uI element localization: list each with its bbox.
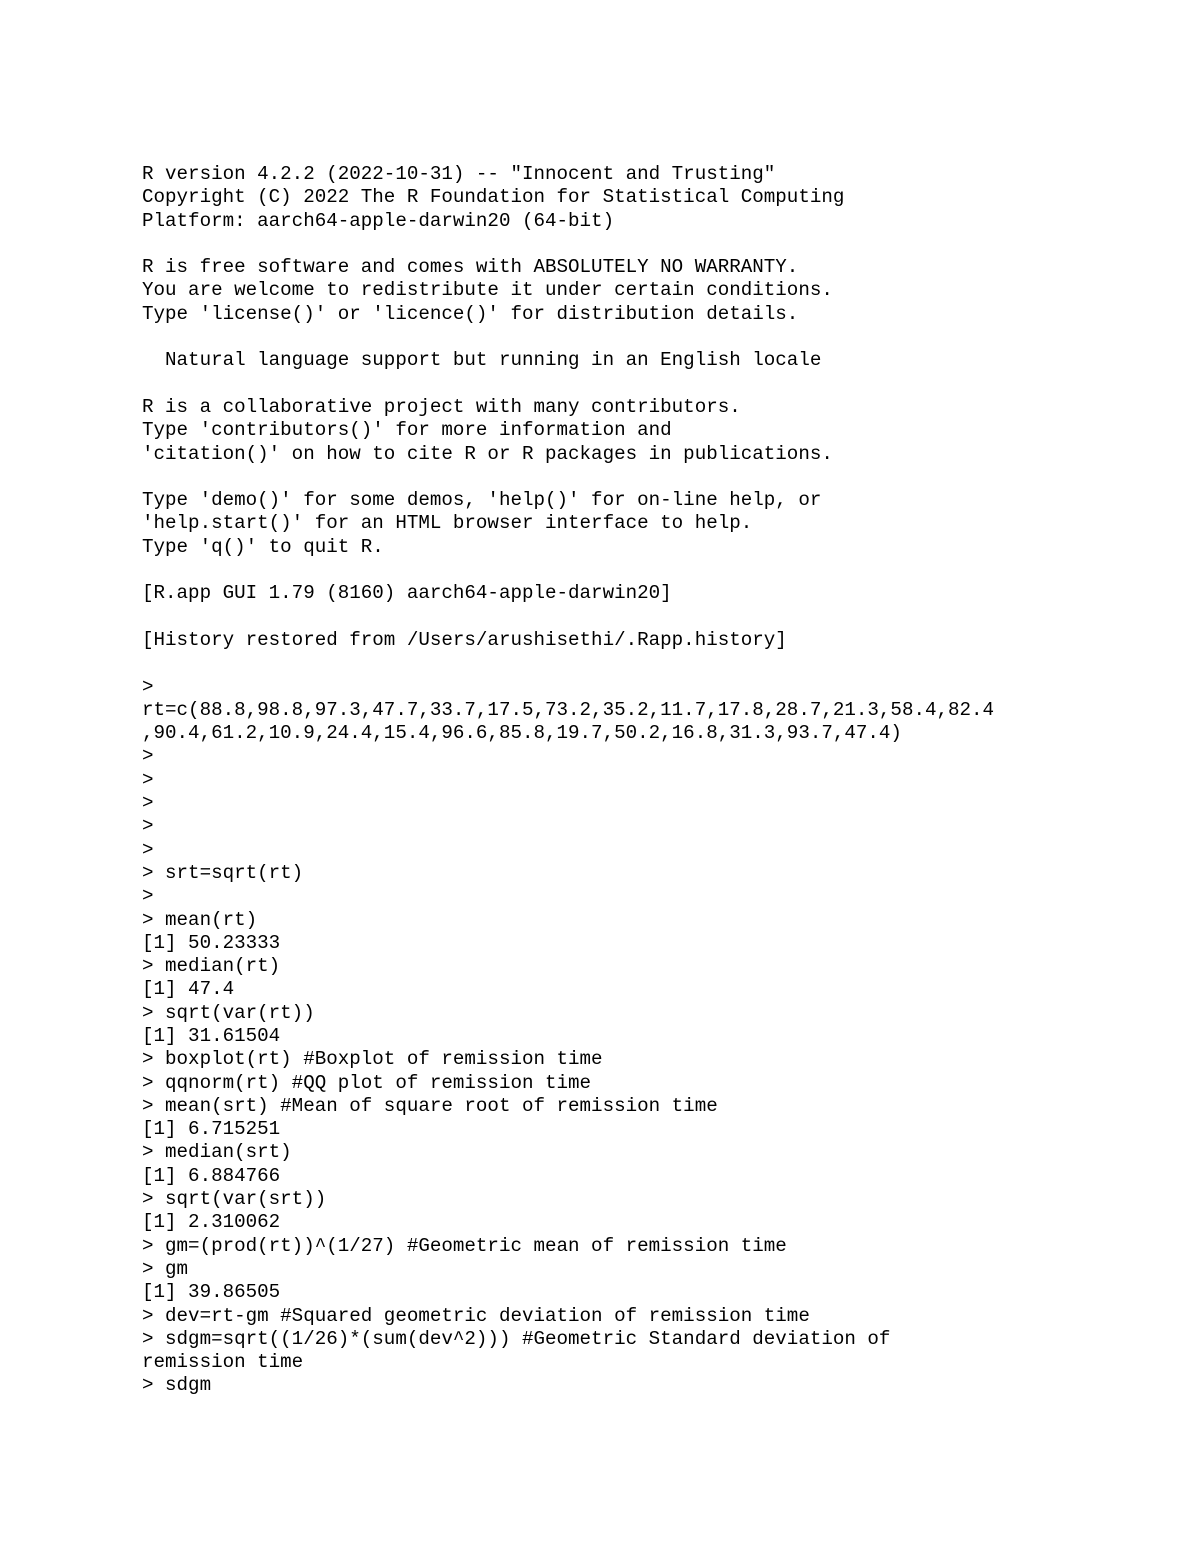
console-prompt-line: > gm — [142, 1257, 189, 1280]
console-prompt-line: > qqnorm(rt) #QQ plot of remission time — [142, 1071, 592, 1094]
console-output-line: [1] 39.86505 — [142, 1281, 281, 1304]
console-prompt-line: > boxplot(rt) #Boxplot of remission time — [142, 1048, 603, 1071]
console-blank-line — [142, 466, 994, 489]
console-blank-line — [142, 233, 994, 256]
console-prompt-line: > sqrt(var(rt)) — [142, 1001, 315, 1024]
console-line: You are welcome to redistribute it under certain conditions. — [142, 279, 833, 302]
console-line: 'citation()' on how to cite R or R packages in publications. — [142, 442, 833, 465]
console-output-line: [1] 6.715251 — [142, 1118, 281, 1141]
console-line: 'help.start()' for an HTML browser interface to help. — [142, 512, 753, 535]
console-line: Type 'license()' or 'licence()' for distribution details. — [142, 302, 799, 325]
console-blank-line — [142, 559, 994, 582]
console-blank-line — [142, 606, 994, 629]
console-prompt-line: > — [142, 815, 154, 838]
console-prompt-line: > sdgm — [142, 1374, 212, 1397]
console-output-line: [1] 50.23333 — [142, 931, 281, 954]
console-line: [History restored from /Users/arushisethi/.Rapp.history] — [142, 628, 787, 651]
console-line: Type 'q()' to quit R. — [142, 535, 384, 558]
console-blank-line — [142, 326, 994, 349]
console-prompt-line: > gm=(prod(rt))^(1/27) #Geometric mean of remission time — [142, 1234, 787, 1257]
console-prompt-line: > — [142, 885, 154, 908]
console-prompt-line: > mean(srt) #Mean of square root of remission time — [142, 1094, 718, 1117]
console-line: ,90.4,61.2,10.9,24.4,15.4,96.6,85.8,19.7,50.2,16.8,31.3,93.7,47.4) — [142, 722, 902, 745]
console-prompt-line: > dev=rt-gm #Squared geometric deviation of remission time — [142, 1304, 810, 1327]
console-line: R is free software and comes with ABSOLUTELY NO WARRANTY. — [142, 256, 799, 279]
console-prompt-line: > median(rt) — [142, 955, 281, 978]
console-line: R version 4.2.2 (2022-10-31) -- "Innocent and Trusting" — [142, 163, 776, 185]
console-prompt-line: > sdgm=sqrt((1/26)*(sum(dev^2))) #Geometric Standard deviation of — [142, 1327, 891, 1350]
console-prompt-line: > — [142, 745, 154, 768]
console-line: Type 'demo()' for some demos, 'help()' for on-line help, or — [142, 489, 822, 512]
console-blank-line — [142, 652, 994, 675]
r-console-transcript — [142, 163, 994, 1398]
console-line: rt=c(88.8,98.8,97.3,47.7,33.7,17.5,73.2,35.2,11.7,17.8,28.7,21.3,58.4,82.4 — [142, 698, 995, 721]
console-prompt-line: > srt=sqrt(rt) — [142, 861, 304, 884]
console-prompt-line: > — [142, 838, 154, 861]
console-line: R is a collaborative project with many contributors. — [142, 395, 741, 418]
console-output-line: [1] 6.884766 — [142, 1164, 281, 1187]
console-prompt-line: > median(srt) — [142, 1141, 292, 1164]
console-line: [R.app GUI 1.79 (8160) aarch64-apple-darwin20] — [142, 582, 672, 605]
console-output-line: [1] 2.310062 — [142, 1211, 281, 1234]
console-prompt-line: > mean(rt) — [142, 908, 258, 931]
console-line: remission time — [142, 1351, 304, 1374]
console-prompt-line: > — [142, 675, 154, 698]
console-output-line: [1] 31.61504 — [142, 1024, 281, 1047]
console-line: Platform: aarch64-apple-darwin20 (64-bit) — [142, 209, 615, 232]
console-blank-line — [142, 373, 994, 396]
console-line: Natural language support but running in an English locale — [142, 349, 822, 372]
console-prompt-line: > sqrt(var(srt)) — [142, 1188, 327, 1211]
console-line: Type 'contributors()' for more information and — [142, 419, 672, 442]
console-prompt-line: > — [142, 768, 154, 791]
console-output-line: [1] 47.4 — [142, 978, 235, 1001]
console-prompt-line: > — [142, 792, 154, 815]
console-line: Copyright (C) 2022 The R Foundation for Statistical Computing — [142, 186, 845, 209]
